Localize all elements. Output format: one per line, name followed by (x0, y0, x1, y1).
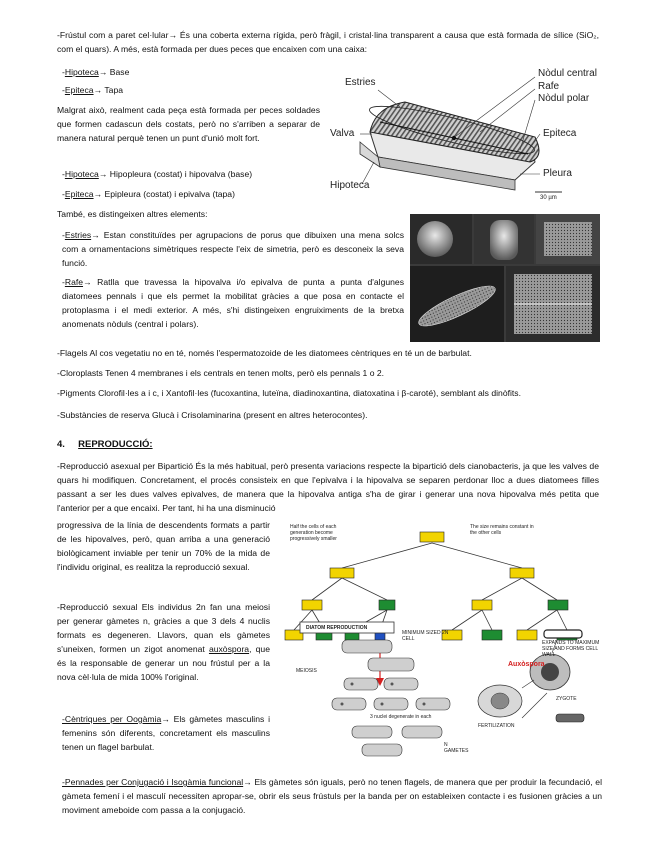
hipoteca-item: -Hipoteca→ Base (62, 67, 130, 77)
estries-item: -Estries→ Estan constituïdes per agrupacions de porus que dibuixen una mena solcs com a ornamentacions simètriques respecte l'eix de simetria, però es desconeix la seva funció. (62, 230, 404, 268)
sexual-paragraph: -Reproducció sexual Els individus 2n fan una meiosi per generar gàmetes n, gràcies a que 3 dels 4 nuclis formats es degeneren. Llavors, quan els gàmetes s'uneixen, formen un zigot anomenat auxòspora, que és la responsable de generar un nou frústul per a la nova cèl·lula de mida 100% l'original. (57, 602, 270, 682)
hipoteca-detail: -Hipoteca→ Hipopleura (costat) i hipovalva (base) (62, 169, 253, 179)
label-diatom-reproduction: DIATOM REPRODUCTION (306, 625, 368, 631)
arrow-icon: → (93, 85, 103, 95)
label-valva: Valva (330, 128, 355, 139)
pigments-item: -Pigments Clorofil·les a i c, i Xantofil·les (fucoxantina, luteïna, diadinoxantina, diatoxatina i β-caroté), semblant als dinòfits. (57, 388, 521, 398)
pennades-item: -Pennades per Conjugació i Isogàmia funcional→ Els gàmetes són iguals, però no tenen flagels, de manera que per produir la fecundació, el gàmeta femení i el masculí necessiten apropar-se, obrir els seus frústuls per la banda per on estableixen contacte i es fusionen gràcies a un moviment ameboide com passa a la conjugació. (62, 777, 602, 815)
label-nodul-polar: Nòdul polar (538, 93, 590, 104)
section-heading: 4. REPRODUCCIÓ: (57, 439, 153, 450)
arrow-icon: → (161, 714, 170, 724)
label-gametes: N GAMETES (444, 742, 469, 754)
substancies-item: -Substàncies de reserva Glucà i Crisolaminarina (present en altres heterocontes). (57, 410, 368, 420)
epiteca-item: -Epiteca→ Tapa (62, 85, 124, 95)
label-nuclei-degenerate: 3 nuclei degenerate in each (370, 714, 432, 720)
label-scale: 30 µm (540, 195, 557, 201)
arrow-icon: → (91, 230, 100, 240)
asexual-paragraph: -Reproducció asexual per Bipartició És la més habitual, però presenta variacions respecte la bipartició dels cianobacteris, ja que les valves de quars hi modifiquen. Concretament, el procés consisteix en que l'epivalva i la hipovalva se separen perdonar lloc a dues diatomees filles passant a ser les dues valves epivalves, de manera que la hipovalva antiga s'ha de girar i generar una nova hipovalva més petita que l'anterior per a que encaixi. Per tant, hi ha una disminució (57, 461, 599, 513)
reproduction-diagram-details (282, 518, 604, 768)
label-minimum-sized: MINIMUM SIZED 2N CELL (402, 630, 449, 642)
sem-micrographs (410, 214, 600, 342)
label-pleura: Pleura (543, 168, 572, 179)
arrow-icon: → (243, 777, 252, 787)
arrow-icon: → (98, 67, 108, 77)
label-estries: Estries (345, 77, 376, 88)
malgrat-paragraph: Malgrat això, realment cada peça està formada per peces soldades que formen cadascun dels costats, però no s'arriben a separar de manera natural perquè tenen un punt d'unió molt fort. (57, 105, 320, 143)
label-size-remains: The size remains constant in the other cells (470, 524, 534, 536)
rafe-item: -Rafe→ Ratlla que travessa la hipovalva i/o epivalva de punta a punta d'algunes diatomees pennals i que els permet la mobilitat gràcies a que posa en contacte el protoplasma i el medi exterior. A més, s'hi distingeixen engruiximents de la bretxa anomenats nòduls (central i polars). (62, 277, 404, 329)
tambe-paragraph: També, es distingeixen altres elements: (57, 209, 208, 219)
arrow-icon: → (168, 30, 178, 40)
label-fertilization: FERTILIZATION (478, 723, 515, 729)
label-epiteca: Epiteca (543, 128, 577, 139)
flagels-item: -Flagels Al cos vegetatiu no en té, només l'espermatozoide de les diatomees cèntriques en té un de barbulat. (57, 348, 472, 358)
arrow-icon: → (98, 169, 108, 179)
label-auxospora: Auxòspora (508, 661, 545, 668)
frustul-paragraph: -Frústul com a paret cel·lular→ És una coberta externa rígida, però fràgil, i cristal·lina transparent a causa que està formada de sílice (SiO₂, com el quars). A més, està formada per dues peces que encaixen com una caixa: (57, 30, 600, 54)
epiteca-detail: -Epiteca→ Epipleura (costat) i epivalva (tapa) (62, 189, 235, 199)
asexual-continuation: progressiva de la línia de descendents formats a partir de les hipovalves, però, quan arriba a una generació biològicament inviable per tenir un 70% de la mida de l'individu original, es realitza la reproducció sexual. (57, 520, 270, 572)
label-half-cells: Half the cells of each generation become progressively smaller (290, 524, 337, 542)
label-rafe: Rafe (538, 81, 560, 92)
arrow-icon: → (83, 277, 92, 287)
label-meiosis: MEIOSIS (296, 668, 317, 674)
cloroplasts-item: -Cloroplasts Tenen 4 membranes i els centrals en tenen molts, però els pennals 1 o 2. (57, 368, 385, 378)
centriques-item: -Cèntriques per Oogàmia→ Els gàmetes masculins i femenins són diferents, concretament els masculins tenen un flagel barbulat. (62, 714, 270, 752)
label-expands: EXPANDS TO MAXIMUM SIZE AND FORMS CELL WALL (542, 640, 600, 658)
label-zygote: ZYGOTE (556, 696, 577, 702)
label-hipoteca: Hipoteca (330, 180, 370, 191)
arrow-icon: → (93, 189, 103, 199)
sem-images (410, 214, 600, 342)
frustule-diagram (330, 62, 600, 207)
label-nodul-central: Nòdul central (538, 68, 597, 79)
